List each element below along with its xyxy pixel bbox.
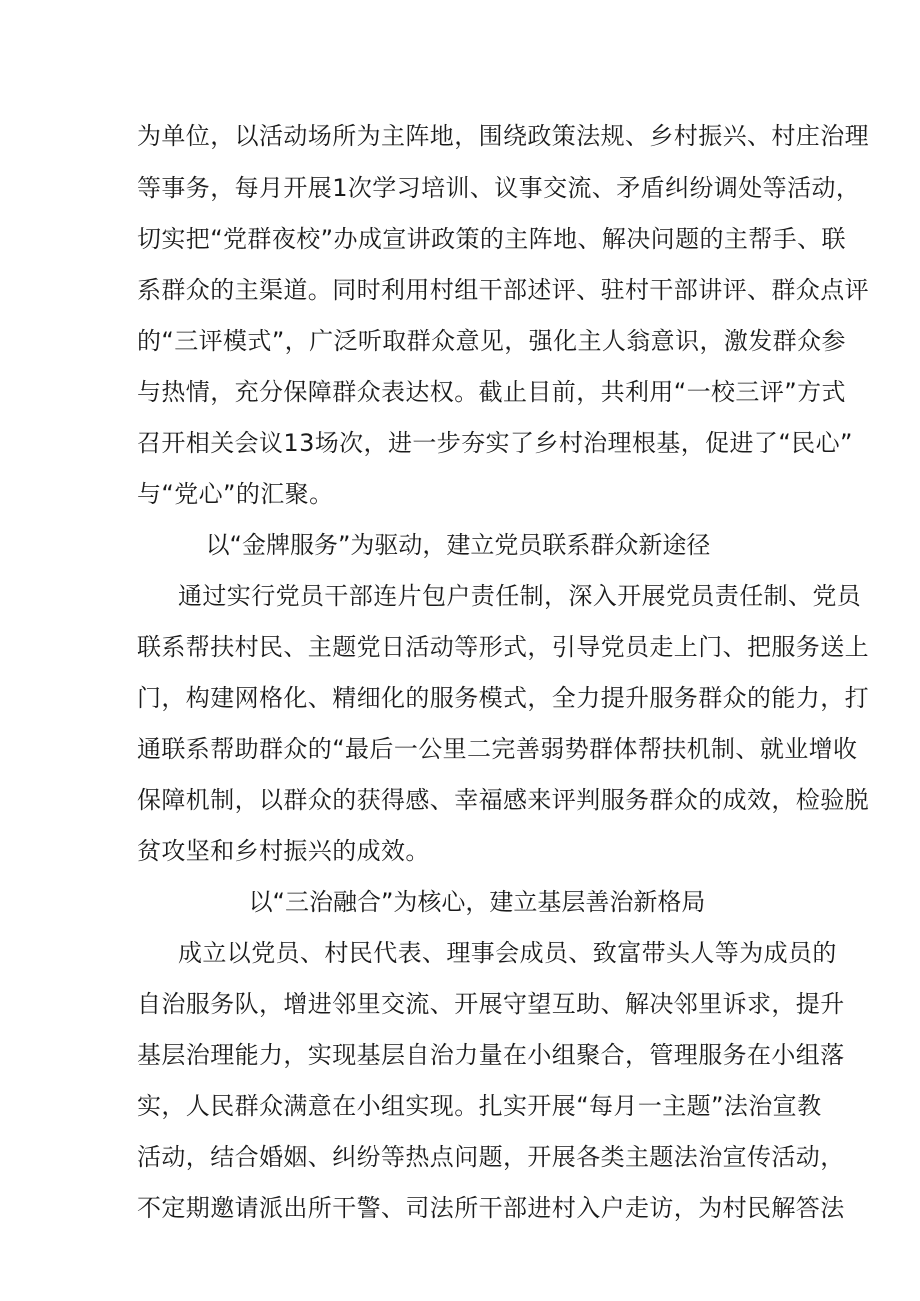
paragraph-line: 通过实行党员干部连片包户责任制，深入开展党员责任制、党员	[178, 582, 862, 610]
paragraph-line: 等事务，每月开展1次学习培训、议事交流、矛盾纠纷调处等活动，	[137, 174, 861, 202]
paragraph-line: 活动，结合婚姻、纠纷等热点问题，开展各类主题法治宣传活动，	[137, 1143, 845, 1171]
section-heading: 以“三治融合”为核心，建立基层善治新格局	[248, 888, 706, 916]
paragraph-line: 联系帮扶村民、主题党日活动等形式，引导党员走上门、把服务送上	[137, 633, 869, 661]
paragraph-line: 通联系帮助群众的“最后一公里二完善弱势群体帮扶机制、就业增收	[137, 735, 858, 763]
paragraph-line: 基层治理能力，实现基层自治力量在小组聚合，管理服务在小组落	[137, 1041, 845, 1069]
section-heading: 以“金牌服务”为驱动，建立党员联系群众新途径	[205, 531, 711, 559]
paragraph-line: 成立以党员、村民代表、理事会成员、致富带头人等为成员的	[178, 939, 837, 967]
paragraph-line: 门，构建网格化、精细化的服务模式，全力提升服务群众的能力，打	[137, 684, 869, 712]
paragraph-line: 自治服务队，增进邻里交流、开展守望互助、解决邻里诉求，提升	[137, 990, 845, 1018]
paragraph-line: 贫攻坚和乡村振兴的成效。	[137, 837, 430, 865]
paragraph-line: 召开相关会议13场次，进一步夯实了乡村治理根基，促进了“民心”	[137, 429, 853, 457]
paragraph-line: 的“三评模式”，广泛听取群众意见，强化主人翁意识，激发群众参	[137, 327, 846, 355]
paragraph-line: 切实把“党群夜校”办成宣讲政策的主阵地、解决问题的主帮手、联	[137, 225, 846, 253]
paragraph-line: 与热情，充分保障群众表达权。截止目前，共利用“一校三评”方式	[137, 378, 846, 406]
paragraph-line: 实，人民群众满意在小组实现。扎实开展“每月一主题”法治宣教	[137, 1092, 822, 1120]
paragraph-line: 不定期邀请派出所干警、司法所干部进村入户走访，为村民解答法	[137, 1194, 845, 1222]
paragraph-line: 系群众的主渠道。同时利用村组干部述评、驻村干部讲评、群众点评	[137, 276, 869, 304]
paragraph-line: 保障机制，以群众的获得感、幸福感来评判服务群众的成效，检验脱	[137, 786, 869, 814]
paragraph-line: 与“党心”的汇聚。	[137, 480, 334, 508]
paragraph-line: 为单位，以活动场所为主阵地，围绕政策法规、乡村振兴、村庄治理	[137, 122, 869, 150]
